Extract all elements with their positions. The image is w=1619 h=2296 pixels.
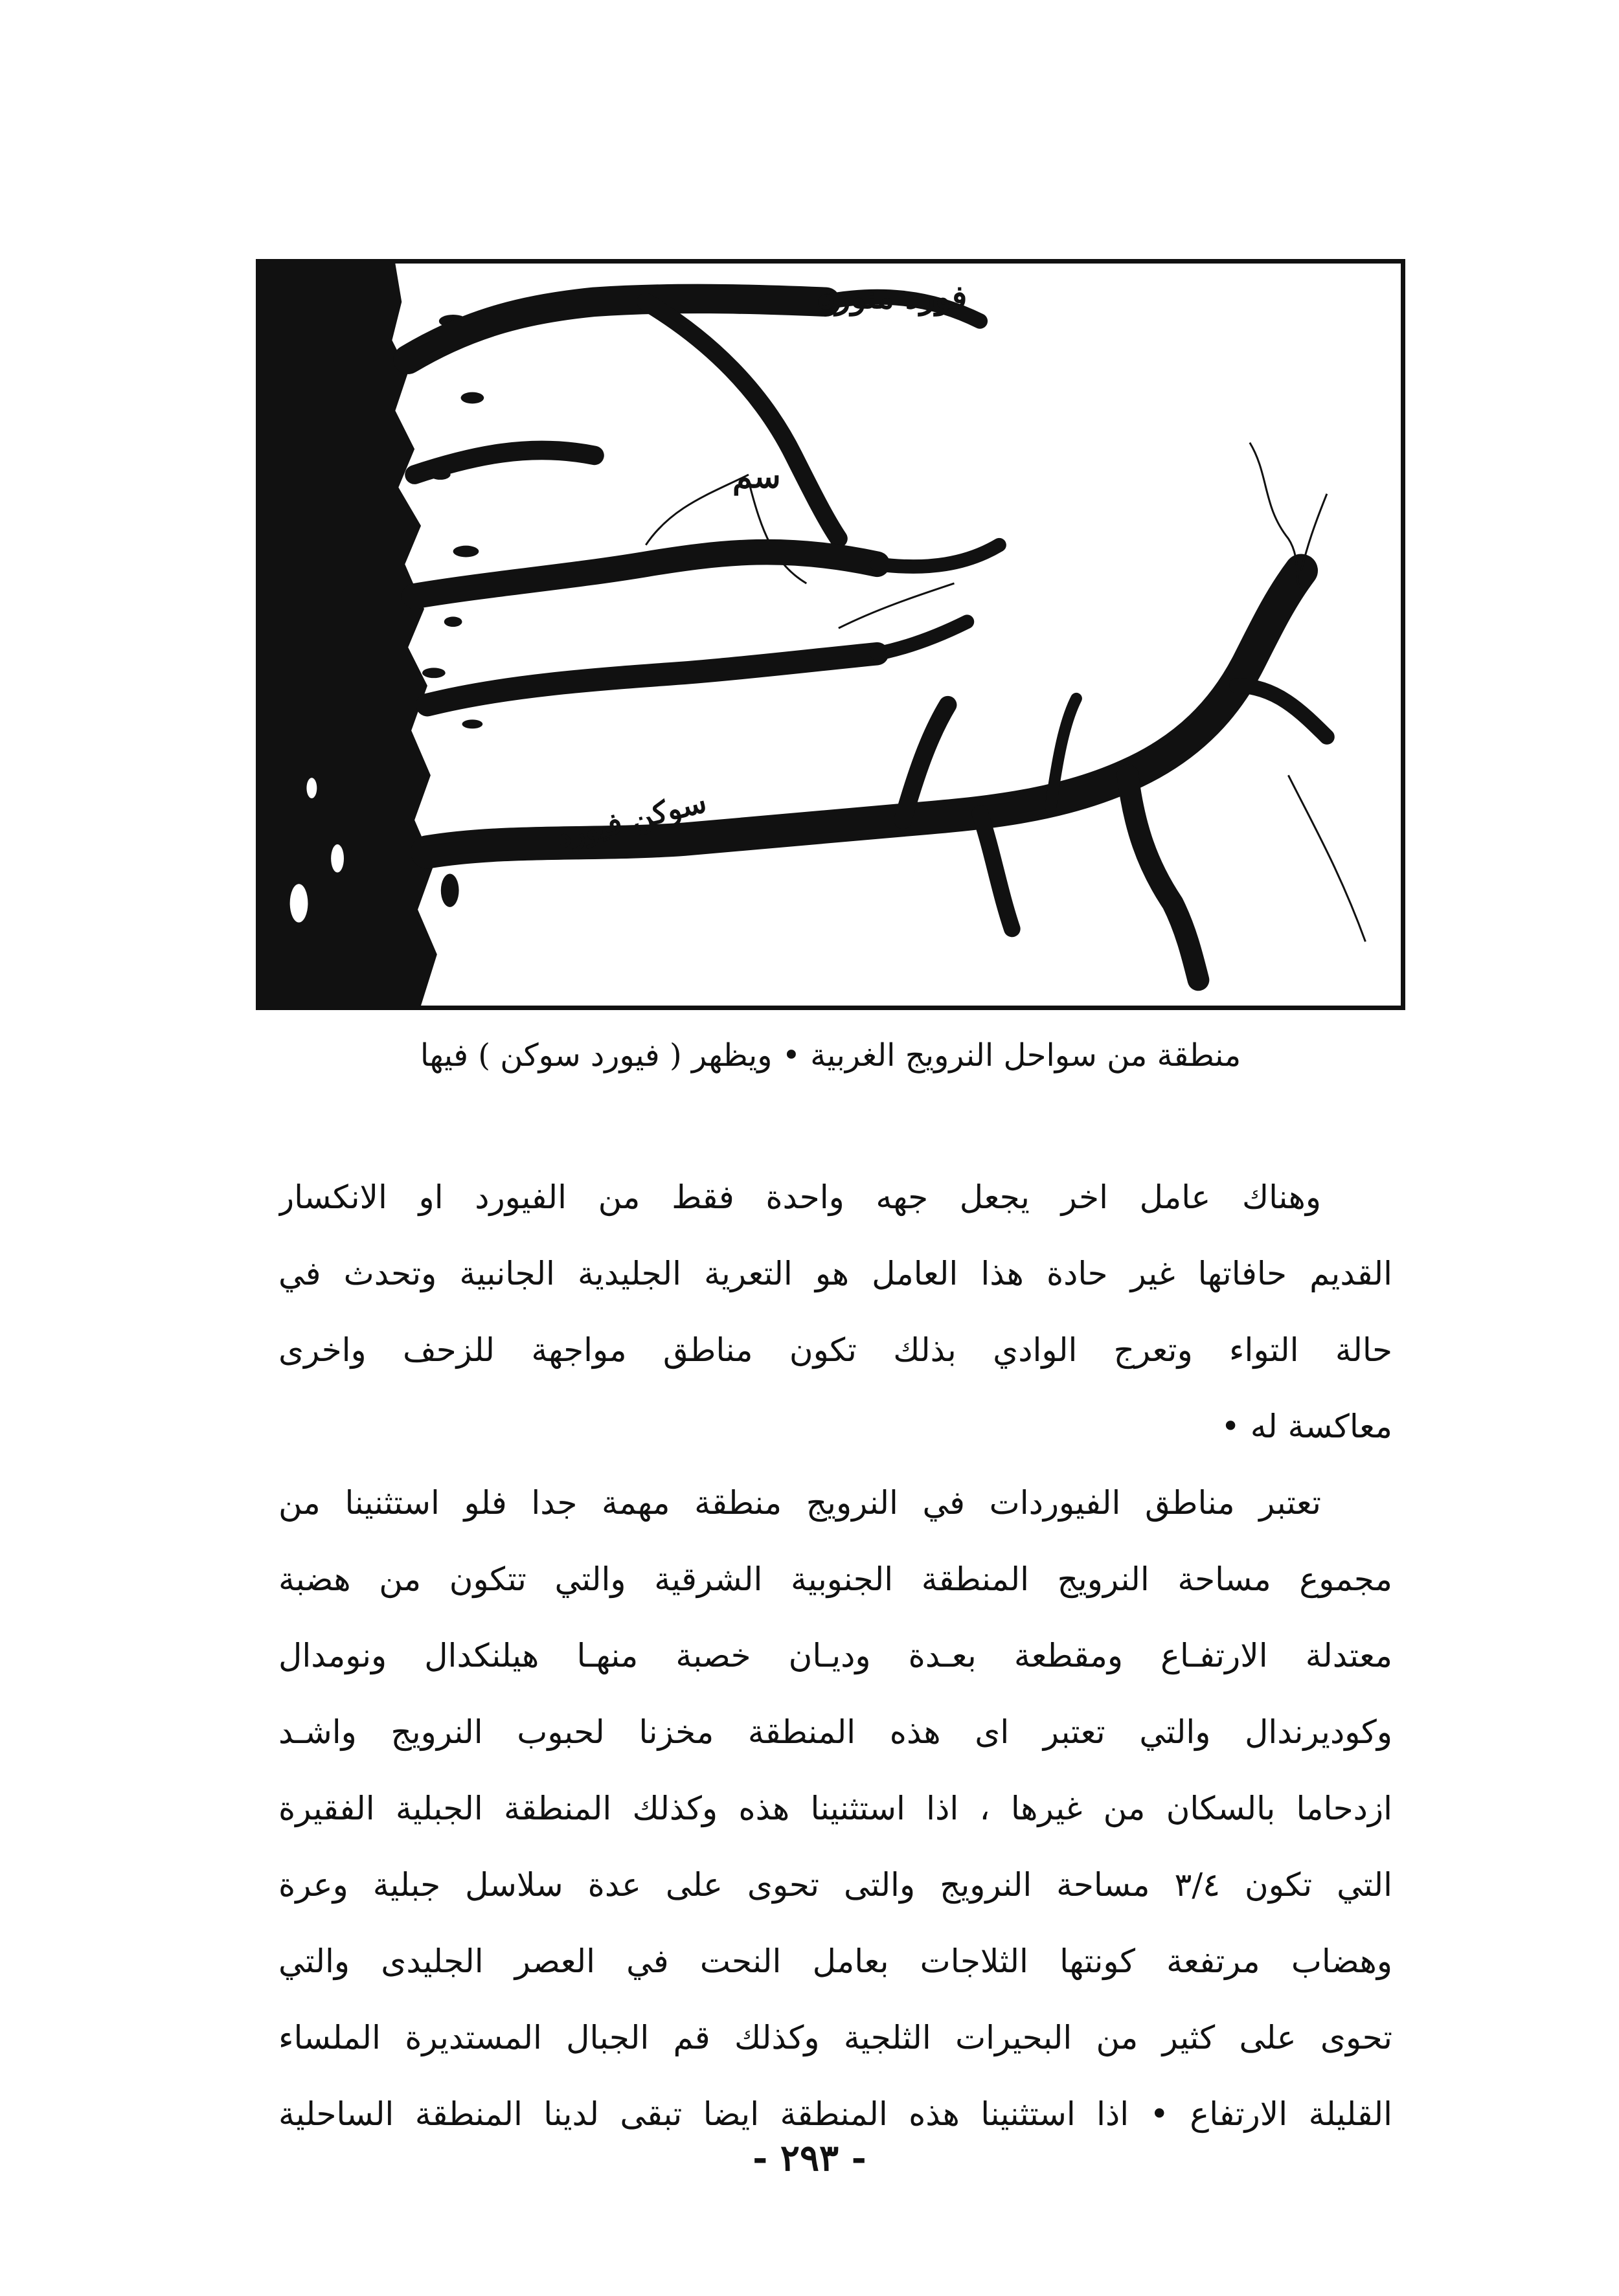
text-line: مجموع مساحة النرويج المنطقة الجنوبية الشرقية والتي تتكون من هضبة [278, 1560, 1392, 1598]
text-line: القليلة الارتفاع • اذا استثنينا هذه المنطقة ايضا تبقى لدينا المنطقة الساحلية [278, 2095, 1392, 2133]
text-line: القديم حافاتها غير حادة هذا العامل هو التعرية الجليدية الجانبية وتحدث في [278, 1255, 1392, 1292]
paragraph-1 [278, 1159, 1392, 1465]
text-line: وهضاب مرتفعة كونتها الثلاجات بعامل النحت في العصر الجليدى والتي [278, 1942, 1392, 1980]
map-caption: منطقة من سواحل النرويج الغربية • ويظهر ( فيورد سوكن ) فيها [420, 1037, 1241, 1074]
text-line: تعتبر مناطق الفيوردات في النرويج منطقة مهمة جدا فلو استثنينا من [278, 1484, 1321, 1522]
map-label-top: فورد منورد [821, 278, 968, 317]
paragraph-2 [278, 1465, 1392, 2152]
fjord-map [256, 259, 1405, 1010]
body-text [278, 1159, 1392, 2152]
fjord-channels [408, 297, 1327, 980]
text-line: حالة التواء وتعرج الوادي بذلك تكون مناطق مواجهة للزحف واخرى [278, 1331, 1392, 1369]
text-line: وكوديرندال والتي تعتبر اى هذه المنطقة مخزنا لحبوب النرويج واشـد [278, 1713, 1392, 1751]
western-sea-shading [260, 264, 437, 1006]
map-label-bottom: سوكن فيورد [553, 783, 710, 855]
text-line: معاكسة له • [1221, 1408, 1392, 1445]
small-islands [422, 315, 484, 907]
text-line: ازدحاما بالسكان من غيرها ، اذا استثنينا هذه وكذلك المنطقة الجبلية الفقيرة [278, 1790, 1392, 1827]
text-line: وهناك عامل اخر يجعل جهه واحدة فقط من الفيورد او الانكسار [278, 1178, 1321, 1216]
fjord-map-drawing [260, 264, 1401, 1006]
text-line: التي تكون ٣/٤ مساحة النرويج والتى تحوى على عدة سلاسل جبلية وعرة [278, 1866, 1392, 1904]
text-line: تحوى على كثير من البحيرات الثلجية وكذلك قم الجبال المستديرة الملساء [278, 2019, 1392, 2056]
page-number: - ٢٩٣ - [753, 2137, 866, 2179]
text-line: معتدلة الارتفـاع ومقطعة بعـدة وديـان خصبة منهـا هيلنكدال ونومدال [278, 1637, 1392, 1674]
map-label-middle: سم [732, 457, 781, 495]
